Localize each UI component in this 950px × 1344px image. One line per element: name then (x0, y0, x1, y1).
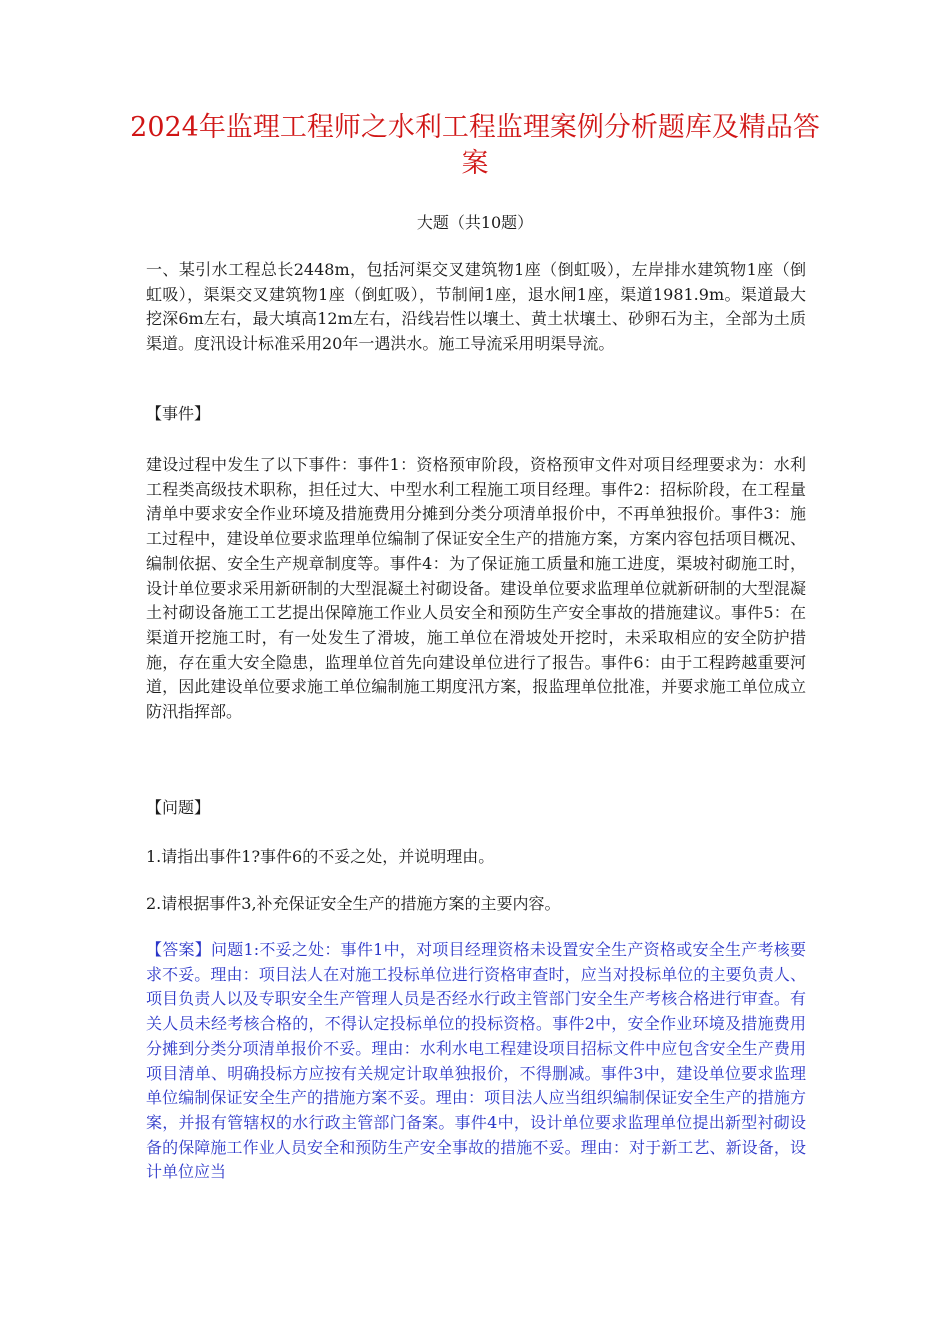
question-2: 2.请根据事件3,补充保证安全生产的措施方案的主要内容。 (146, 894, 561, 913)
question-intro-paragraph: 一、某引水工程总长2448m，包括河渠交叉建筑物1座（倒虹吸），左岸排水建筑物1座（倒虹吸），渠渠交叉建筑物1座（倒虹吸），节制闸1座，退水闸1座，渠道1981.9m。渠道最大挖深6m左右，最大填高12m左右，沿线岩性以壤土、黄土状壤土、砂卵石为主，全部为土质渠道。度汛设计标准采用20年一遇洪水。施工导流采用明渠导流。 (146, 260, 806, 354)
questions-heading: 【问题】 (146, 798, 211, 817)
question-1: 1.请指出事件1?事件6的不妥之处，并说明理由。 (146, 847, 495, 866)
answer-paragraph: 【答案】问题1:不妥之处：事件1中，对项目经理资格未设置安全生产资格或安全生产考核要求不妥。理由：项目法人在对施工投标单位进行资格审查时，应当对投标单位的主要负责人、项目负责人以及专职安全生产管理人员是否经水行政主管部门安全生产考核合格进行审查。有关人员未经考核合格的，不得认定投标单位的投标资格。事件2中，安全作业环境及措施费用分摊到分类分项清单报价不妥。理由：水利水电工程建设项目招标文件中应包含安全生产费用项目清单、明确投标方应按有关规定计取单独报价，不得删减。事件3中，建设单位要求监理单位编制保证安全生产的措施方案不妥。理由：项目法人应当组织编制保证安全生产的措施方案，并报有管辖权的水行政主管部门备案。事件4中，设计单位要求监理单位提出新型衬砌设备的保障施工作业人员安全和预防生产安全事故的措施不妥。理由：对于新工艺、新设备，设计单位应当 (146, 940, 806, 1182)
section-subtitle: 大题（共10题） (416, 213, 534, 232)
events-heading: 【事件】 (146, 404, 211, 423)
document-title: 2024年监理工程师之水利工程监理案例分析题库及精品答案 (130, 112, 820, 179)
events-paragraph: 建设过程中发生了以下事件：事件1：资格预审阶段，资格预审文件对项目经理要求为：水利工程类高级技术职称，担任过大、中型水利工程施工项目经理。事件2：招标阶段，在工程量清单中要求安全作业环境及措施费用分摊到分类分项清单报价中，不再单独报价。事件3：施工过程中，建设单位要求监理单位编制了保证安全生产的措施方案，方案内容包括项目概况、编制依据、安全生产规章制度等。事件4：为了保证施工质量和施工进度，渠坡衬砌施工时，设计单位要求采用新研制的大型混凝土衬砌设备。建设单位要求监理单位就新研制的大型混凝土衬砌设备施工工艺提出保障施工作业人员安全和预防生产安全事故的措施建议。事件5：在渠道开挖施工时，有一处发生了滑坡，施工单位在滑坡处开挖时，未采取相应的安全防护措施，存在重大安全隐患，监理单位首先向建设单位进行了报告。事件6：由于工程跨越重要河道，因此建设单位要求施工单位编制施工期度汛方案，报监理单位批准，并要求施工单位成立防汛指挥部。 (146, 455, 806, 722)
